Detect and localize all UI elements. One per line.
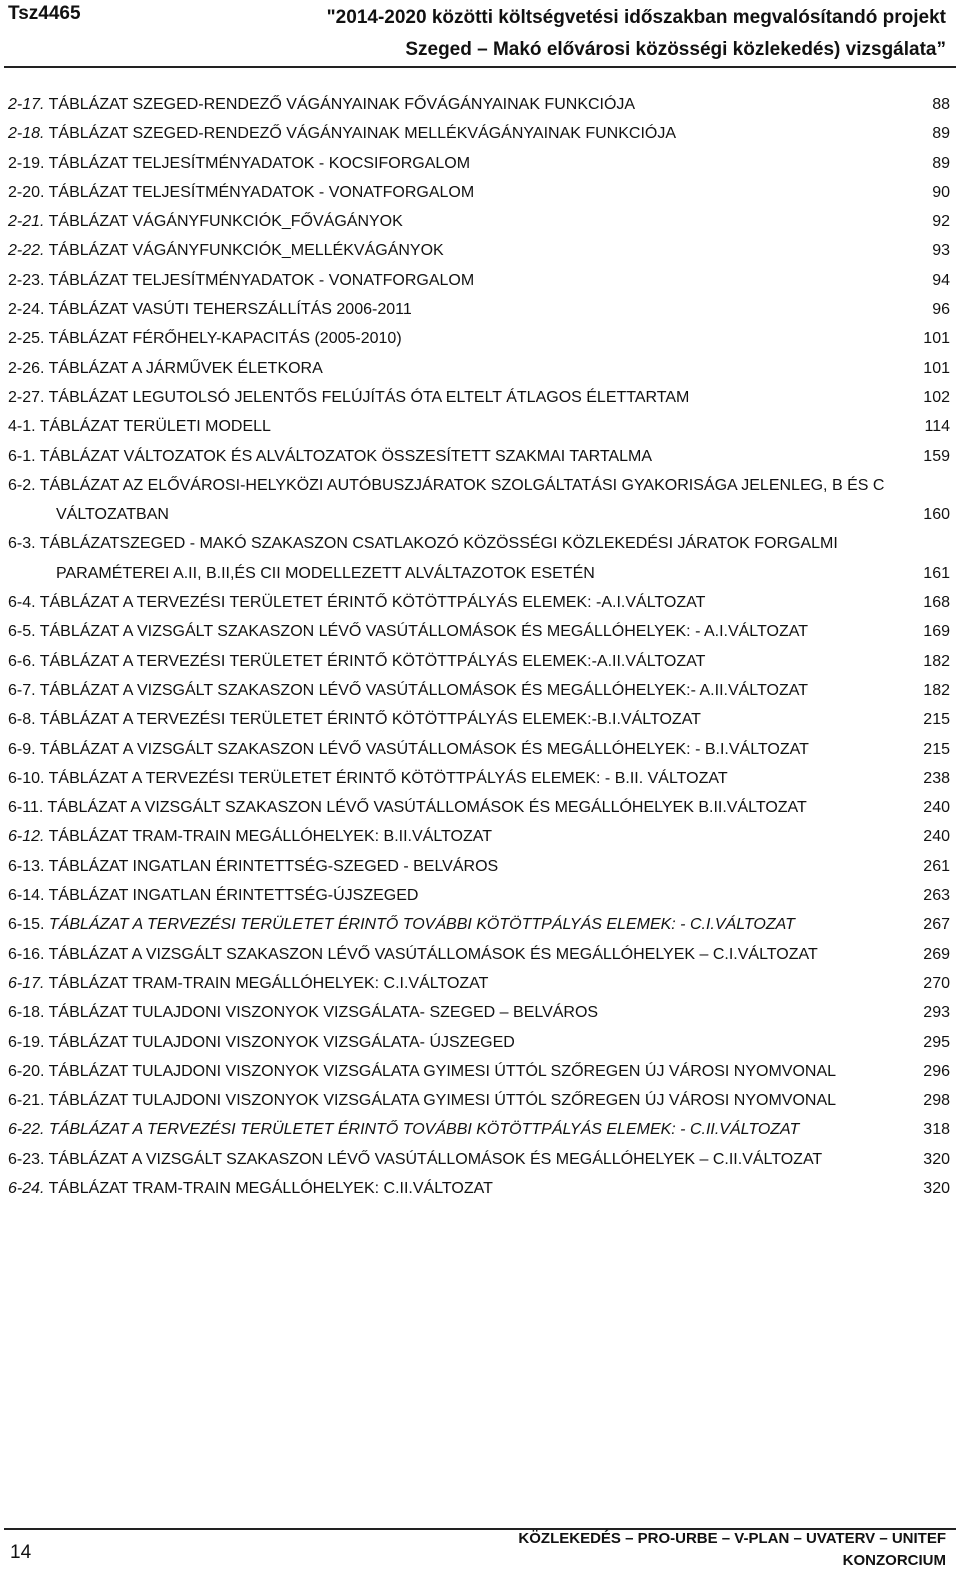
toc-entry-number: 6-19. — [8, 1033, 45, 1051]
toc-entry[interactable] — [8, 236, 950, 265]
toc-entry-page: 93 — [932, 242, 950, 260]
toc-entry-title: TÁBLÁZAT A TERVEZÉSI TERÜLETET ÉRINTŐ KÖTÖTTPÁLYÁS ELEMEK:-B.I.VÁLTOZAT — [35, 711, 701, 729]
toc-entry[interactable] — [8, 793, 950, 822]
footer-consortium-line2: KONZORCIUM — [842, 1552, 946, 1569]
toc-entry-title: TÁBLÁZAT INGATLAN ÉRINTETTSÉG-SZEGED - BELVÁROS — [44, 857, 499, 875]
toc-entry-title: TÁBLÁZAT A VIZSGÁLT SZAKASZON LÉVŐ VASÚTÁLLOMÁSOK ÉS MEGÁLLÓHELYEK – C.II.VÁLTOZAT — [44, 1150, 823, 1168]
toc-entry-number: 6-15. — [8, 916, 45, 934]
toc-entry-number: 6-2. — [8, 476, 36, 494]
toc-entry[interactable] — [8, 822, 950, 851]
toc-entry-page: 161 — [923, 564, 950, 582]
toc-entry-title: TÁBLÁZAT A VIZSGÁLT SZAKASZON LÉVŐ VASÚTÁLLOMÁSOK ÉS MEGÁLLÓHELYEK:- A.II.VÁLTOZAT — [35, 681, 808, 699]
toc-entry[interactable] — [8, 412, 950, 441]
toc-entry-number: 6-17. — [8, 974, 45, 992]
toc-entry-label — [8, 295, 482, 324]
page-number: 14 — [10, 1542, 32, 1563]
toc-entry-title: TÁBLÁZAT TULAJDONI VISZONYOK VIZSGÁLATA GYIMESI ÚTTÓL SZŐREGEN ÚJ VÁROSI NYOMVONAL — [44, 1092, 837, 1110]
toc-entry-number: 2-18. — [8, 125, 45, 143]
toc-entry-title: TÁBLÁZAT TELJESÍTMÉNYADATOK - VONATFORGALOM — [44, 183, 475, 201]
toc-entry-page: 270 — [923, 974, 950, 992]
toc-entry-number: 6-1. — [8, 447, 36, 465]
toc-entry-page: 160 — [923, 506, 950, 524]
toc-entry-label — [8, 676, 878, 705]
toc-entry[interactable] — [8, 705, 950, 734]
toc-entry-page: 159 — [923, 447, 950, 465]
toc-entry-page: 269 — [923, 945, 950, 963]
toc-entry-label — [8, 822, 562, 851]
toc-entry-page: 169 — [923, 623, 950, 641]
toc-entry-page: 101 — [923, 330, 950, 348]
toc-entry-title: TÁBLÁZAT FÉRŐHELY-KAPACITÁS (2005-2010) — [44, 330, 402, 348]
toc-entry[interactable] — [8, 119, 950, 148]
toc-entry-page: 101 — [923, 359, 950, 377]
toc-entry-number: 6-9. — [8, 740, 36, 758]
toc-entry-label — [8, 705, 771, 734]
toc-entry-page: 293 — [923, 1004, 950, 1022]
toc-entry[interactable] — [8, 910, 950, 939]
toc-entry-page: 88 — [932, 96, 950, 113]
toc-entry-page: 215 — [923, 711, 950, 729]
toc-entry-page: 298 — [923, 1092, 950, 1110]
toc-entry-page: 267 — [923, 916, 950, 934]
toc-entry-title: TÁBLÁZAT LEGUTOLSÓ JELENTŐS FELÚJÍTÁS ÓTA ELTELT ÁTLAGOS ÉLETTARTAM — [44, 388, 690, 406]
toc-entry[interactable] — [8, 90, 950, 119]
toc-entry-page: 295 — [923, 1033, 950, 1051]
toc-entry-title: TÁBLÁZAT VASÚTI TEHERSZÁLLÍTÁS 2006-2011 — [44, 301, 412, 319]
toc-entry-title: TÁBLÁZAT TRAM-TRAIN MEGÁLLÓHELYEK: C.II.VÁLTOZAT — [44, 1179, 493, 1197]
toc-entry[interactable] — [8, 207, 950, 236]
table-of-tables — [8, 90, 950, 1203]
toc-entry-title: TÁBLÁZAT TELJESÍTMÉNYADATOK - VONATFORGALOM — [44, 271, 475, 289]
toc-entry[interactable] — [8, 178, 950, 207]
footer-consortium-line1: KÖZLEKEDÉS – PRO-URBE – V-PLAN – UVATERV – UNITEF — [518, 1530, 946, 1547]
toc-entry-number: 2-24. — [8, 301, 45, 319]
toc-entry[interactable] — [8, 588, 950, 617]
toc-entry[interactable] — [8, 324, 950, 353]
toc-entry-number: 6-16. — [8, 945, 45, 963]
toc-entry-title: TÁBLÁZAT A TERVEZÉSI TERÜLETET ÉRINTŐ KÖTÖTTPÁLYÁS ELEMEK: -A.I.VÁLTOZAT — [35, 594, 706, 612]
toc-entry-number: 2-17. — [8, 96, 45, 113]
toc-entry-title: TÁBLÁZAT TERÜLETI MODELL — [35, 418, 271, 436]
toc-entry-title: TÁBLÁZAT VÁGÁNYFUNKCIÓK_MELLÉKVÁGÁNYOK — [44, 242, 444, 260]
toc-entry-page: 296 — [923, 1062, 950, 1080]
toc-entry-label — [8, 354, 393, 383]
toc-entry-label — [8, 969, 558, 998]
toc-entry[interactable] — [8, 442, 950, 471]
toc-entry-title: TÁBLÁZAT A VIZSGÁLT SZAKASZON LÉVŐ VASÚTÁLLOMÁSOK ÉS MEGÁLLÓHELYEK – C.I.VÁLTOZAT — [44, 945, 818, 963]
toc-entry-page: 168 — [923, 594, 950, 612]
toc-entry[interactable] — [8, 1057, 950, 1086]
toc-entry-number: 6-7. — [8, 681, 36, 699]
toc-entry-page: 263 — [923, 887, 950, 905]
toc-entry-label — [8, 647, 775, 676]
document-title-line2: Szeged – Makó elővárosi közösségi közlekedés) vizsgálata” — [405, 39, 946, 60]
toc-entry-label — [8, 383, 759, 412]
toc-entry-title: TÁBLÁZAT A JÁRMŰVEK ÉLETKORA — [44, 359, 323, 377]
toc-entry-page: 238 — [923, 769, 950, 787]
toc-entry-title: TÁBLÁZAT VÁGÁNYFUNKCIÓK_FŐVÁGÁNYOK — [44, 213, 403, 231]
toc-entry-number: 2-20. — [8, 183, 45, 201]
toc-entry-label — [8, 324, 472, 353]
toc-entry-number: 6-11. — [8, 799, 44, 817]
toc-entry-label — [8, 881, 488, 910]
toc-entry-page: 240 — [923, 828, 950, 846]
toc-entry-number: 6-5. — [8, 623, 36, 641]
document-title-line1: "2014-2020 közötti költségvetési időszakban megvalósítandó projekt — [326, 7, 946, 28]
toc-entry-number: 6-4. — [8, 594, 36, 612]
toc-entry-label — [8, 149, 540, 178]
document-title — [327, 2, 946, 66]
toc-entry-label — [8, 1174, 563, 1203]
toc-entry-label — [8, 793, 877, 822]
toc-entry-number: 2-22. — [8, 242, 45, 260]
toc-entry[interactable] — [8, 764, 950, 793]
toc-entry-number: 6-22. — [8, 1121, 45, 1139]
toc-entry[interactable] — [8, 735, 950, 764]
toc-entry-label — [8, 236, 514, 265]
toc-entry-title: TÁBLÁZAT TULAJDONI VISZONYOK VIZSGÁLATA- SZEGED – BELVÁROS — [44, 1004, 599, 1022]
toc-entry-title-continued: PARAMÉTEREI A.II, B.II,ÉS CII MODELLEZETT ALVÁLTAZOTOK ESETÉN — [56, 564, 595, 582]
toc-entry-number: 4-1. — [8, 418, 36, 436]
toc-entry-title: TÁBLÁZAT TULAJDONI VISZONYOK VIZSGÁLATA GYIMESI ÚTTÓL SZŐREGEN ÚJ VÁROSI NYOMVONAL — [44, 1062, 837, 1080]
toc-entry-title: TÁBLÁZAT A TERVEZÉSI TERÜLETET ÉRINTŐ TOVÁBBI KÖTÖTTPÁLYÁS ELEMEK: - C.II.VÁLTOZAT — [44, 1121, 800, 1139]
toc-entry-title-continued: VÁLTOZATBAN — [56, 506, 169, 524]
toc-entry-label — [8, 471, 950, 500]
toc-entry-label — [8, 1086, 906, 1115]
toc-entry-number: 2-27. — [8, 388, 45, 406]
toc-entry-number: 6-10. — [8, 769, 45, 787]
toc-entry-number: 2-26. — [8, 359, 45, 377]
toc-entry-label — [8, 90, 705, 119]
toc-entry-title: TÁBLÁZAT TRAM-TRAIN MEGÁLLÓHELYEK: B.II.VÁLTOZAT — [44, 828, 492, 846]
toc-entry-number: 6-3. — [8, 535, 36, 553]
toc-entry-title: TÁBLÁZATSZEGED - MAKÓ SZAKASZON CSATLAKOZÓ KÖZÖSSÉGI KÖZLEKEDÉSI JÁRATOK FORGALMI — [35, 535, 838, 553]
header-divider — [4, 66, 956, 68]
toc-entry-page: 318 — [923, 1121, 950, 1139]
toc-entry[interactable] — [8, 998, 950, 1027]
footer-consortium — [518, 1528, 946, 1572]
toc-entry-number: 6-14. — [8, 887, 45, 905]
toc-entry-number: 6-12. — [8, 828, 45, 846]
toc-entry[interactable] — [8, 647, 950, 676]
toc-entry-title: TÁBLÁZAT A TERVEZÉSI TERÜLETET ÉRINTŐ KÖTÖTTPÁLYÁS ELEMEK:-A.II.VÁLTOZAT — [35, 652, 706, 670]
toc-entry-title: TÁBLÁZAT TULAJDONI VISZONYOK VIZSGÁLATA- ÚJSZEGED — [44, 1033, 515, 1051]
toc-entry-title: TÁBLÁZAT VÁLTOZATOK ÉS ALVÁLTOZATOK ÖSSZESÍTETT SZAKMAI TARTALMA — [35, 447, 653, 465]
toc-entry-page: 90 — [932, 183, 950, 201]
toc-entry-number: 2-21. — [8, 213, 45, 231]
toc-entry-number: 6-6. — [8, 652, 36, 670]
toc-entry-title: TÁBLÁZAT SZEGED-RENDEZŐ VÁGÁNYAINAK FŐVÁGÁNYAINAK FUNKCIÓJA — [44, 96, 636, 113]
toc-entry-page: 320 — [923, 1150, 950, 1168]
toc-entry-label — [8, 1145, 892, 1174]
toc-entry[interactable] — [8, 852, 950, 881]
toc-entry-title: TÁBLÁZAT A VIZSGÁLT SZAKASZON LÉVŐ VASÚTÁLLOMÁSOK ÉS MEGÁLLÓHELYEK B.II.VÁLTOZAT — [43, 799, 807, 817]
toc-entry[interactable] — [8, 1174, 950, 1203]
toc-entry[interactable] — [8, 1145, 950, 1174]
toc-entry-title: TÁBLÁZAT A TERVEZÉSI TERÜLETET ÉRINTŐ KÖTÖTTPÁLYÁS ELEMEK: - B.II. VÁLTOZAT — [44, 769, 728, 787]
toc-entry-number: 6-18. — [8, 1004, 45, 1022]
toc-entry-title: TÁBLÁZAT A VIZSGÁLT SZAKASZON LÉVŐ VASÚTÁLLOMÁSOK ÉS MEGÁLLÓHELYEK: - A.I.VÁLTOZAT — [35, 623, 808, 641]
toc-entry-number: 6-8. — [8, 711, 36, 729]
toc-entry-page: 182 — [923, 681, 950, 699]
toc-entry[interactable] — [8, 1028, 950, 1057]
toc-entry[interactable] — [8, 1115, 950, 1144]
toc-entry-label — [8, 1028, 585, 1057]
toc-entry-page: 96 — [932, 301, 950, 319]
toc-entry[interactable] — [8, 617, 950, 646]
toc-entry-title: TÁBLÁZAT AZ ELŐVÁROSI-HELYKÖZI AUTÓBUSZJÁRATOK SZOLGÁLTATÁSI GYAKORISÁGA JELENLEG, B ÉS C — [35, 476, 885, 494]
toc-entry-label — [8, 178, 544, 207]
toc-entry-title: TÁBLÁZAT INGATLAN ÉRINTETTSÉG-ÚJSZEGED — [44, 887, 419, 905]
toc-entry[interactable] — [8, 969, 950, 998]
toc-entry-number: 2-25. — [8, 330, 45, 348]
toc-entry-number: 6-21. — [8, 1092, 45, 1110]
toc-entry[interactable] — [8, 676, 950, 705]
toc-entry-number: 2-23. — [8, 271, 45, 289]
toc-entry-label — [8, 529, 950, 558]
toc-entry-number: 6-23. — [8, 1150, 45, 1168]
toc-entry-label — [8, 266, 544, 295]
toc-entry-number: 6-20. — [8, 1062, 45, 1080]
toc-entry-page: 114 — [924, 418, 950, 436]
toc-entry-label — [8, 735, 879, 764]
toc-entry[interactable] — [8, 354, 950, 383]
toc-entry-number: 6-13. — [8, 857, 45, 875]
toc-entry-title: TÁBLÁZAT A TERVEZÉSI TERÜLETET ÉRINTŐ TOVÁBBI KÖTÖTTPÁLYÁS ELEMEK: - C.I.VÁLTOZAT — [44, 916, 795, 934]
toc-entry-page: 240 — [923, 799, 950, 817]
toc-entry[interactable] — [8, 940, 950, 969]
toc-entry-number: 2-19. — [8, 154, 45, 172]
toc-entry-page: 320 — [923, 1179, 950, 1197]
toc-entry-page: 94 — [932, 271, 950, 289]
toc-entry-title: TÁBLÁZAT TELJESÍTMÉNYADATOK - KOCSIFORGALOM — [44, 154, 471, 172]
page-header — [0, 0, 960, 68]
toc-entry-page: 261 — [923, 857, 950, 875]
toc-entry[interactable] — [8, 529, 950, 588]
document-code: Tsz4465 — [8, 3, 81, 24]
toc-entry-page: 89 — [932, 154, 950, 172]
toc-entry-label — [8, 442, 722, 471]
toc-entry-title: TÁBLÁZAT A VIZSGÁLT SZAKASZON LÉVŐ VASÚTÁLLOMÁSOK ÉS MEGÁLLÓHELYEK: - B.I.VÁLTOZAT — [35, 740, 809, 758]
toc-entry-page: 92 — [932, 213, 950, 231]
toc-entry[interactable] — [8, 149, 950, 178]
toc-entry-label — [8, 764, 798, 793]
toc-entry[interactable] — [8, 471, 950, 530]
toc-entry[interactable] — [8, 1086, 950, 1115]
toc-entry-page: 102 — [923, 388, 950, 406]
toc-entry-label — [8, 1115, 869, 1144]
toc-entry-label — [8, 998, 668, 1027]
toc-entry-page: 89 — [932, 125, 950, 143]
toc-entry-label — [8, 588, 775, 617]
toc-entry-label — [8, 119, 746, 148]
toc-entry-title: TÁBLÁZAT TRAM-TRAIN MEGÁLLÓHELYEK: C.I.VÁLTOZAT — [44, 974, 489, 992]
toc-entry-label — [8, 617, 878, 646]
toc-entry-label — [8, 412, 341, 441]
toc-entry-label — [8, 940, 888, 969]
toc-entry[interactable] — [8, 266, 950, 295]
toc-entry-label — [8, 910, 865, 939]
toc-entry[interactable] — [8, 295, 950, 324]
toc-entry-label — [8, 1057, 906, 1086]
toc-entry-label — [8, 852, 568, 881]
toc-entry-page: 215 — [923, 740, 950, 758]
toc-entry[interactable] — [8, 383, 950, 412]
toc-entry-title: TÁBLÁZAT SZEGED-RENDEZŐ VÁGÁNYAINAK MELLÉKVÁGÁNYAINAK FUNKCIÓJA — [44, 125, 677, 143]
toc-entry-label — [8, 207, 473, 236]
toc-entry-number: 6-24. — [8, 1179, 45, 1197]
toc-entry[interactable] — [8, 881, 950, 910]
toc-entry-page: 182 — [923, 652, 950, 670]
